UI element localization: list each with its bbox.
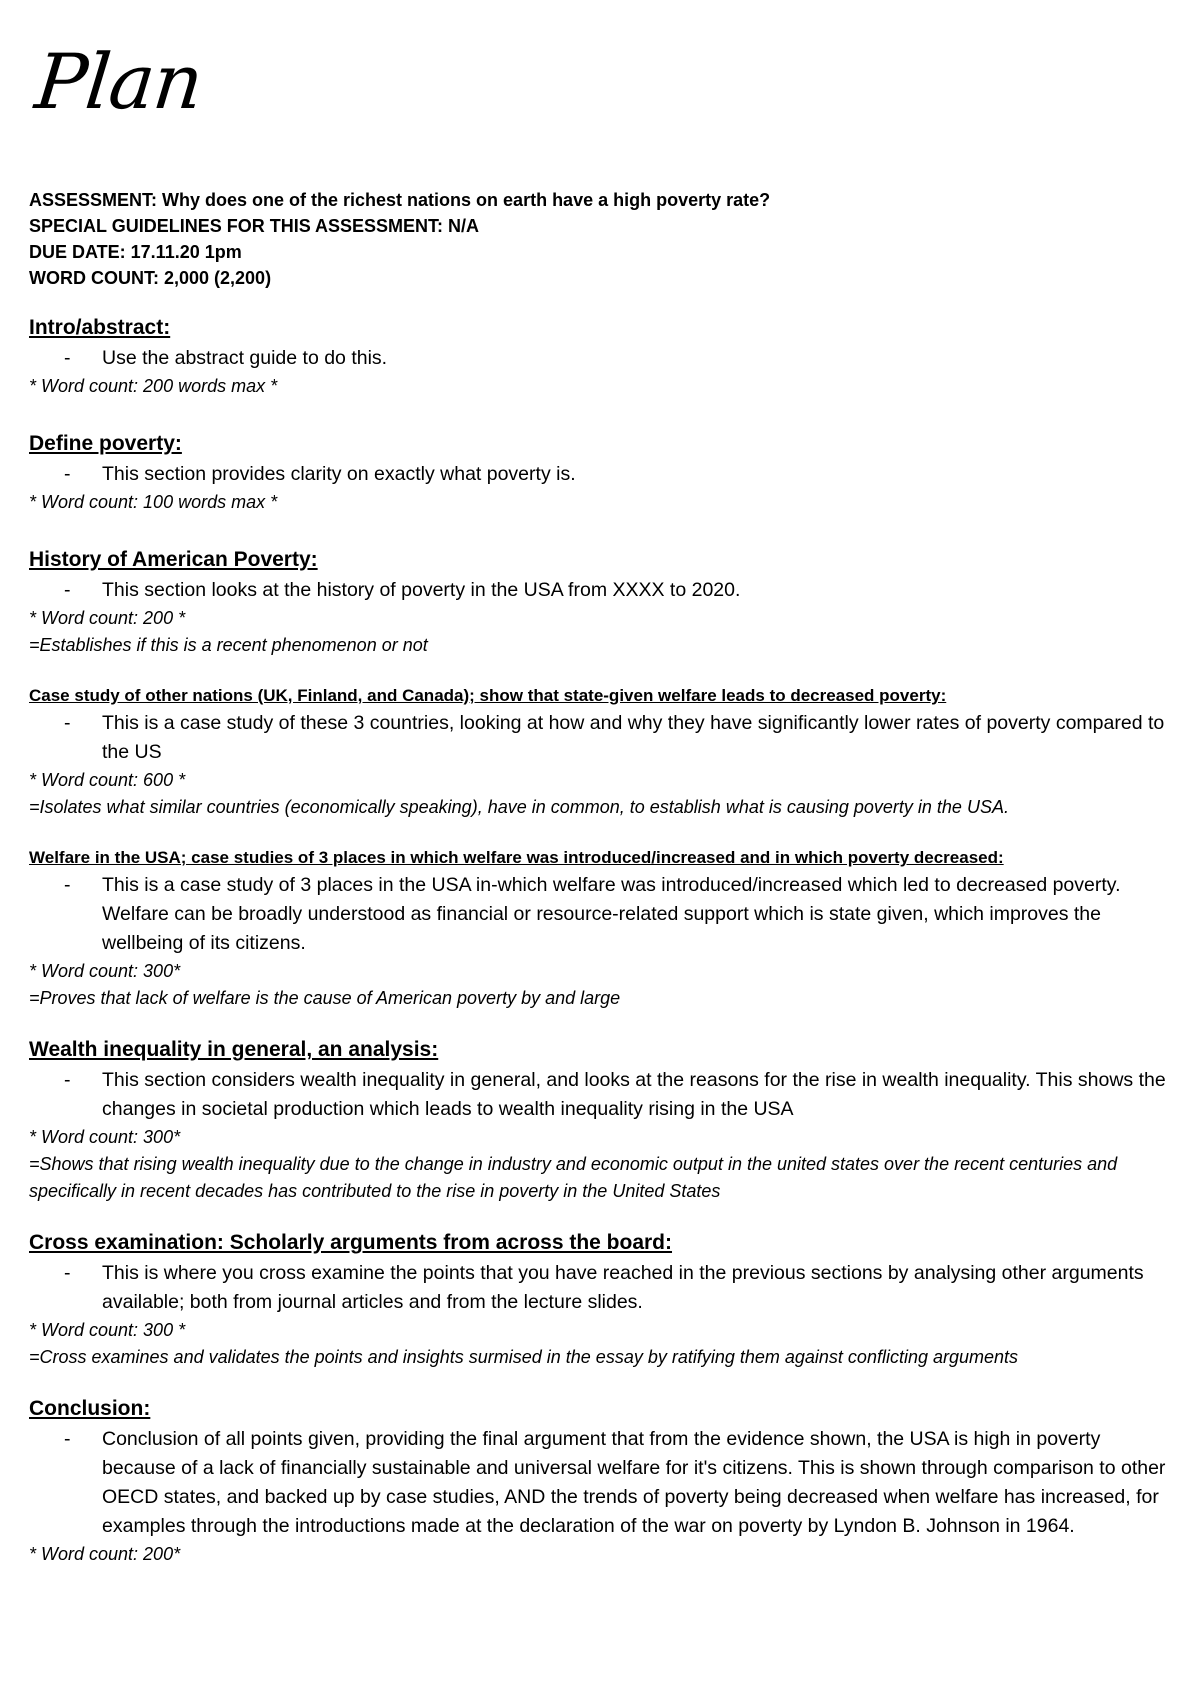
bullet-text: This section considers wealth inequality in general, and looks at the reasons for the rise in wealth inequality. This shows the changes in societal production which leads to wealth inequality rising in the USA <box>102 1069 1166 1120</box>
bullet-dash: - <box>64 1262 71 1284</box>
bullet-dash: - <box>64 1069 71 1091</box>
section-heading: Welfare in the USA; case studies of 3 places in which welfare was introduced/increased and in which poverty decreased: <box>29 848 1004 867</box>
bullet-text: This is where you cross examine the points that you have reached in the previous sections by analysing other arguments available; both from journal articles and from the lecture slides. <box>102 1262 1144 1313</box>
section-word-count: * Word count: 300 * <box>29 1320 186 1340</box>
section-word-count: * Word count: 300* <box>29 1127 181 1147</box>
section-purpose-note: =Proves that lack of welfare is the cause of American poverty by and large <box>29 988 621 1008</box>
assessment-question: ASSESSMENT: Why does one of the richest nations on earth have a high poverty rate? <box>29 190 771 210</box>
assessment-header <box>29 187 1179 291</box>
section-define-poverty <box>29 430 1179 516</box>
section-case-study-nations <box>29 683 1179 821</box>
section-purpose-note: =Isolates what similar countries (economically speaking), have in common, to establish what is causing poverty in the USA. <box>29 797 1009 817</box>
section-bullet <box>29 871 1179 958</box>
section-heading: Case study of other nations (UK, Finland, and Canada); show that state-given welfare leads to decreased poverty: <box>29 686 947 705</box>
bullet-text: This section looks at the history of poverty in the USA from XXXX to 2020. <box>102 579 741 601</box>
bullet-dash: - <box>64 874 71 896</box>
section-bullet <box>29 576 1179 605</box>
section-purpose-note: =Shows that rising wealth inequality due to the change in industry and economic output in the united states over the recent centuries and specifically in recent decades has contributed to the rise in poverty in the United States <box>29 1154 1118 1201</box>
section-wealth-inequality <box>29 1036 1179 1205</box>
document-title: Plan <box>31 37 207 126</box>
section-bullet <box>29 709 1179 767</box>
bullet-dash: - <box>64 712 71 734</box>
section-bullet <box>29 460 1179 489</box>
section-heading: Define poverty: <box>29 432 182 455</box>
bullet-text: This is a case study of 3 places in the USA in-which welfare was introduced/increased which led to decreased poverty. Welfare can be broadly understood as financial or resource-related support which is state given, which improves the wellbeing of its citizens. <box>102 874 1121 954</box>
section-bullet <box>29 1425 1179 1541</box>
section-word-count: * Word count: 200 words max * <box>29 376 278 396</box>
section-bullet <box>29 1259 1179 1317</box>
section-word-count: * Word count: 100 words max * <box>29 492 278 512</box>
section-heading: Conclusion: <box>29 1397 151 1420</box>
section-bullet <box>29 344 1179 373</box>
bullet-text: This is a case study of these 3 countries, looking at how and why they have significantly lower rates of poverty compared to the US <box>102 712 1165 763</box>
bullet-dash: - <box>64 463 71 485</box>
bullet-dash: - <box>64 347 71 369</box>
bullet-text: Conclusion of all points given, providing the final argument that from the evidence shown, the USA is high in poverty because of a lack of financially sustainable and universal welfare for it's citizens. This is shown through comparison to other OECD states, and backed up by case studies, AND the trends of poverty being decreased when welfare has increased, for examples through the introductions made at the declaration of the war on poverty by Lyndon B. Johnson in 1964. <box>102 1428 1166 1537</box>
section-heading: Wealth inequality in general, an analysis: <box>29 1038 439 1061</box>
bullet-dash: - <box>64 579 71 601</box>
section-heading: Cross examination: Scholarly arguments from across the board: <box>29 1231 673 1254</box>
section-heading: Intro/abstract: <box>29 316 171 339</box>
plan-sections <box>29 314 1179 1568</box>
bullet-text: This section provides clarity on exactly what poverty is. <box>102 463 576 485</box>
special-guidelines: SPECIAL GUIDELINES FOR THIS ASSESSMENT: N/A <box>29 216 480 236</box>
section-word-count: * Word count: 200 * <box>29 608 186 628</box>
section-word-count: * Word count: 600 * <box>29 770 186 790</box>
section-history <box>29 546 1179 659</box>
section-purpose-note: =Cross examines and validates the points and insights surmised in the essay by ratifying them against conflicting arguments <box>29 1347 1019 1367</box>
section-bullet <box>29 1066 1179 1124</box>
section-conclusion <box>29 1395 1179 1568</box>
section-word-count: * Word count: 200* <box>29 1544 181 1564</box>
due-date: DUE DATE: 17.11.20 1pm <box>29 242 242 262</box>
total-word-count: WORD COUNT: 2,000 (2,200) <box>29 268 272 288</box>
section-cross-examination <box>29 1229 1179 1371</box>
section-welfare-usa <box>29 845 1179 1012</box>
bullet-dash: - <box>64 1428 71 1450</box>
section-heading: History of American Poverty: <box>29 548 318 571</box>
section-intro <box>29 314 1179 400</box>
section-word-count: * Word count: 300* <box>29 961 181 981</box>
section-purpose-note: =Establishes if this is a recent phenomenon or not <box>29 635 428 655</box>
bullet-text: Use the abstract guide to do this. <box>102 347 388 369</box>
